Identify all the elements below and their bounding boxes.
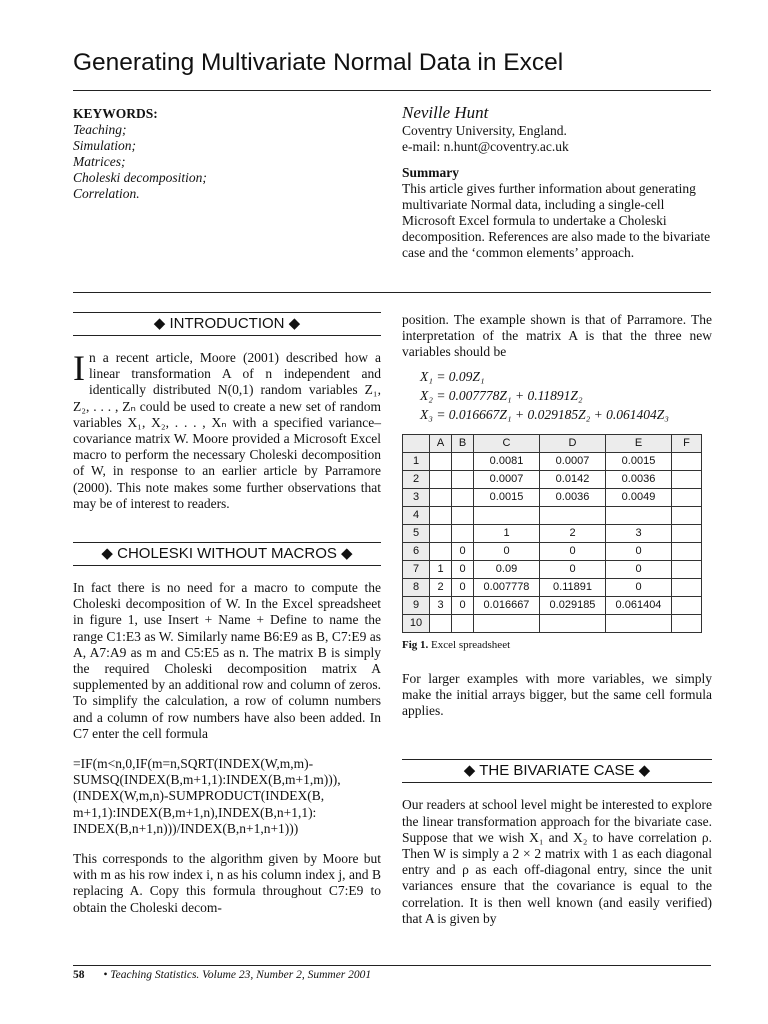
column-header: C [474, 434, 540, 452]
spreadsheet-cell [452, 452, 474, 470]
spreadsheet-row [403, 596, 702, 614]
drop-cap: I [73, 348, 85, 388]
spreadsheet-cell: 0.061404 [606, 596, 672, 614]
spreadsheet-cell [430, 470, 452, 488]
keyword-item: Teaching; [73, 122, 127, 137]
column-header: A [430, 434, 452, 452]
spreadsheet-cell: 0.0015 [606, 452, 672, 470]
spreadsheet-cell [452, 506, 474, 524]
section-heading-choleski: ◆ CHOLESKI WITHOUT MACROS ◆ [73, 542, 381, 566]
spreadsheet-row [403, 452, 702, 470]
column-header: F [672, 434, 702, 452]
title-rule [73, 90, 711, 91]
spreadsheet-cell: 0 [452, 578, 474, 596]
row-header: 7 [403, 560, 430, 578]
spreadsheet-cell: 0 [452, 542, 474, 560]
keywords-block [73, 106, 207, 202]
spreadsheet-cell: 2 [540, 524, 606, 542]
spreadsheet-cell [452, 524, 474, 542]
spreadsheet-cell: 0.007778 [474, 578, 540, 596]
spreadsheet-cell: 0 [540, 542, 606, 560]
equation-x1: X₁ = 0.09Z₁ [420, 368, 485, 384]
spreadsheet-cell: 0.016667 [474, 596, 540, 614]
spreadsheet-cell [672, 452, 702, 470]
spreadsheet-cell: 0 [606, 578, 672, 596]
author-email: e-mail: n.hunt@coventry.ac.uk [402, 139, 569, 154]
spreadsheet-cell: 0 [474, 542, 540, 560]
spreadsheet-cell [672, 470, 702, 488]
spreadsheet-row [403, 542, 702, 560]
spreadsheet-cell [430, 542, 452, 560]
spreadsheet-cell [430, 488, 452, 506]
spreadsheet-cell: 0 [606, 542, 672, 560]
row-header: 9 [403, 596, 430, 614]
spreadsheet-row [403, 578, 702, 596]
intro-text: n a recent article, Moore (2001) described how a linear transformation A of n independent and identically distributed N(0,1) random variables Z₁, Z₂, . . . , Zₙ could be used to create a new set of random variables X₁, X₂, . . . , Xₙ with a specified variance–covariance matrix W. Moore provided a Microsoft Excel macro to perform the necessary Choleski decomposition of W, in response to an earlier article by Parramore (2000). This note makes some further observations that may be of interest to readers. [73, 350, 381, 511]
bivariate-text: Our readers at school level might be interested to explore the linear transformation approach for the bivariate case. Suppose that we wish X₁ and X₂ to have correlation ρ. Then W is simply a 2 × 2 matrix with 1 as each diagonal entry and ρ as each off-diagonal entry, since the unit variances ensure that the covariance is equal to the correlation. It is then well known (and easily verified) that A is given by [402, 797, 712, 926]
journal-info: • Teaching Statistics. Volume 23, Number 2, Summer 2001 [103, 969, 372, 981]
author-affiliation: Coventry University, England. [402, 123, 567, 138]
column-header: E [606, 434, 672, 452]
spreadsheet-cell [430, 524, 452, 542]
column-header: D [540, 434, 606, 452]
row-header: 3 [403, 488, 430, 506]
spreadsheet-cell: 1 [430, 560, 452, 578]
keyword-item: Simulation; [73, 138, 136, 153]
row-header: 5 [403, 524, 430, 542]
spreadsheet-row [403, 488, 702, 506]
right-column [402, 312, 712, 927]
summary-heading: Summary [402, 165, 459, 180]
spreadsheet-cell: 0 [606, 560, 672, 578]
keyword-item: Correlation. [73, 186, 140, 201]
spreadsheet-cell: 0.09 [474, 560, 540, 578]
spreadsheet-cell: 0.0036 [540, 488, 606, 506]
spreadsheet-cell [672, 578, 702, 596]
summary-text: This article gives further information about generating multivariate Normal data, including a single-cell Microsoft Excel formula to undertake a Choleski decomposition. References are also made to the bivariate case and the ‘common elements’ approach. [402, 181, 711, 260]
spreadsheet-cell [672, 542, 702, 560]
spreadsheet-cell: 0.0081 [474, 452, 540, 470]
keywords-heading: KEYWORDS: [73, 106, 158, 121]
spreadsheet-cell [606, 506, 672, 524]
author-name: Neville Hunt [402, 103, 489, 122]
spreadsheet-cell: 0 [452, 560, 474, 578]
section-heading-introduction: ◆ INTRODUCTION ◆ [73, 312, 381, 336]
left-column [73, 312, 381, 916]
figure-caption-text: Excel spreadsheet [431, 638, 511, 651]
choleski-text-2: This corresponds to the algorithm given by Moore but with m as his row index i, n as his column index j, and B replacing A. Copy this formula throughout C7:E9 to obtain the Choleski decom- [73, 851, 381, 915]
intro-paragraph [73, 350, 381, 512]
page-number: 58 [73, 969, 85, 981]
spreadsheet-cell: 3 [606, 524, 672, 542]
equation-x2: X₂ = 0.007778Z₁ + 0.11891Z₂ [420, 387, 583, 403]
figure-caption [402, 637, 712, 653]
footer-rule [73, 965, 711, 966]
article-title: Generating Multivariate Normal Data in Excel [73, 49, 564, 76]
spreadsheet-cell: 0.029185 [540, 596, 606, 614]
spreadsheet-cell: 0.0049 [606, 488, 672, 506]
equations-block [402, 367, 712, 424]
spreadsheet-cell: 0.11891 [540, 578, 606, 596]
spreadsheet-cell [672, 488, 702, 506]
spreadsheet-row [403, 614, 702, 632]
spreadsheet-cell [474, 614, 540, 632]
column-header: B [452, 434, 474, 452]
section-heading-bivariate: ◆ THE BIVARIATE CASE ◆ [402, 759, 712, 783]
continuation-text: position. The example shown is that of Parramore. The interpretation of the matrix A is that the three new variables should be [402, 312, 712, 360]
column-header [403, 434, 430, 452]
row-header: 4 [403, 506, 430, 524]
spreadsheet-cell [540, 506, 606, 524]
header-rule [73, 292, 711, 293]
author-block [402, 103, 712, 261]
spreadsheet-cell [430, 506, 452, 524]
spreadsheet-cell: 0.0015 [474, 488, 540, 506]
spreadsheet-cell: 2 [430, 578, 452, 596]
keyword-item: Choleski decomposition; [73, 170, 207, 185]
larger-examples-text: For larger examples with more variables, we simply make the initial arrays bigger, but the same cell formula applies. [402, 670, 712, 719]
spreadsheet-row [403, 560, 702, 578]
spreadsheet-cell: 0 [452, 596, 474, 614]
spreadsheet-cell: 0 [540, 560, 606, 578]
spreadsheet-header-row [403, 434, 702, 452]
spreadsheet-cell: 0.0007 [474, 470, 540, 488]
spreadsheet-cell: 1 [474, 524, 540, 542]
spreadsheet-row [403, 506, 702, 524]
keyword-item: Matrices; [73, 154, 126, 169]
spreadsheet-row [403, 470, 702, 488]
excel-spreadsheet [402, 434, 702, 633]
spreadsheet-cell [452, 614, 474, 632]
spreadsheet-cell: 0.0036 [606, 470, 672, 488]
row-header: 10 [403, 614, 430, 632]
spreadsheet-cell [672, 614, 702, 632]
spreadsheet-cell [452, 488, 474, 506]
spreadsheet-cell [430, 452, 452, 470]
spreadsheet-cell: 3 [430, 596, 452, 614]
row-header: 8 [403, 578, 430, 596]
spreadsheet-cell [606, 614, 672, 632]
spreadsheet-cell [474, 506, 540, 524]
equation-x3: X₃ = 0.016667Z₁ + 0.029185Z₂ + 0.061404Z₃ [420, 406, 669, 422]
page-footer [73, 969, 371, 981]
spreadsheet-cell [452, 470, 474, 488]
excel-formula: =IF(m<n,0,IF(m=n,SQRT(INDEX(W,m,m)-SUMSQ(INDEX(B,m+1,1):INDEX(B,m+1,m))), (INDEX(W,m,n)-SUMPRODUCT(INDEX(B, m+1,1):INDEX(B,m+1,n),INDEX(B,n+1,1): INDEX(B,n+1,n)))/INDEX(B,n+1,n+1))) [73, 756, 341, 836]
row-header: 1 [403, 452, 430, 470]
row-header: 2 [403, 470, 430, 488]
spreadsheet-cell [540, 614, 606, 632]
choleski-text: In fact there is no need for a macro to compute the Choleski decomposition of W. In the Excel spreadsheet in figure 1, use Insert + Name + Define to name the range C1:E3 as W. Similarly name B6:E9 as B, C7:E9 as A, A7:A9 as m and C5:E5 as n. The matrix B is simply the required Choleski decomposition matrix A supplemented by an additional row and column of zeros. To simplify the calculation, a row of column numbers and a column of row numbers have also been added. In C7 enter the cell formula [73, 580, 381, 741]
spreadsheet-cell [672, 596, 702, 614]
row-header: 6 [403, 542, 430, 560]
spreadsheet-cell: 0.0142 [540, 470, 606, 488]
spreadsheet-cell [672, 524, 702, 542]
spreadsheet-cell [672, 560, 702, 578]
spreadsheet-row [403, 524, 702, 542]
figure-label: Fig 1. [402, 638, 429, 651]
spreadsheet-cell [430, 614, 452, 632]
spreadsheet-cell: 0.0007 [540, 452, 606, 470]
spreadsheet-cell [672, 506, 702, 524]
